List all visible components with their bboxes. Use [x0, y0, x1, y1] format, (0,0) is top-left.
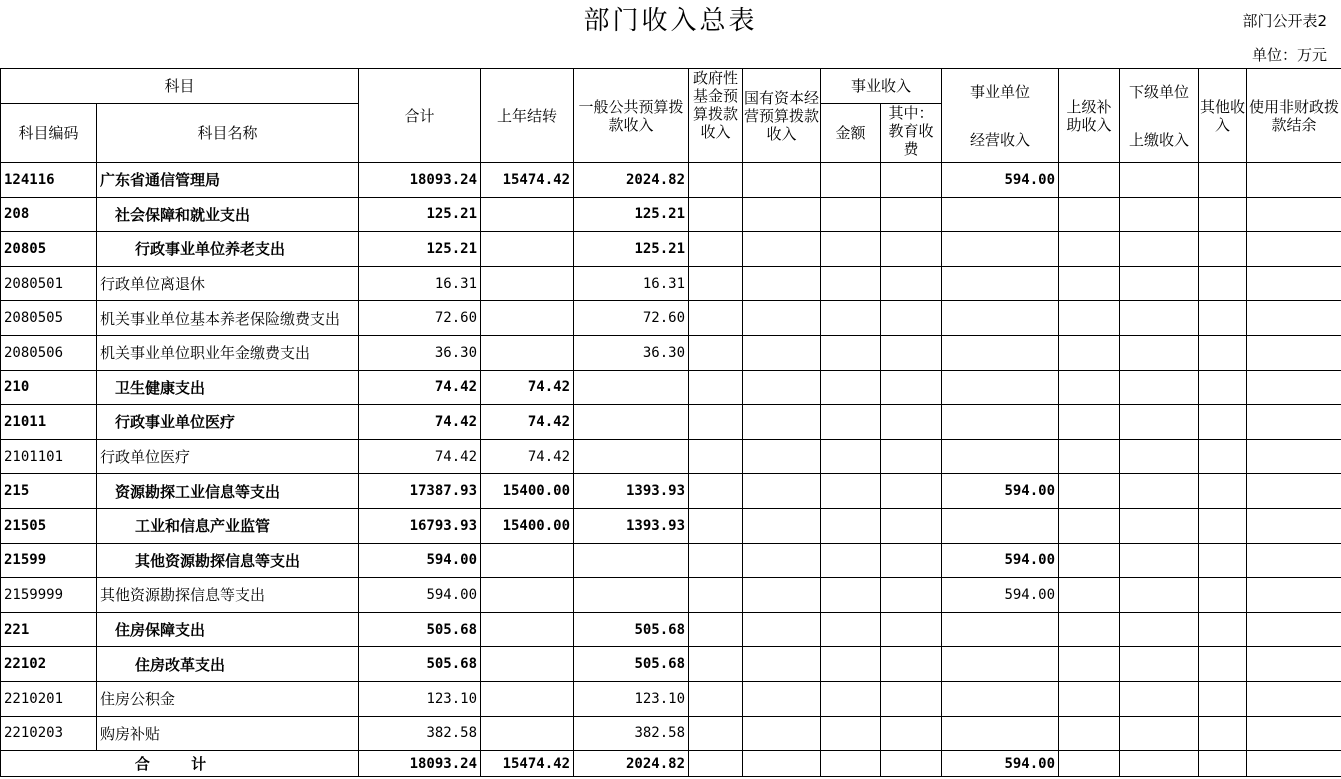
general-budget-value: 16.31 — [574, 266, 689, 301]
subject-code: 2210203 — [1, 716, 97, 751]
state-capital-value — [743, 578, 821, 613]
subject-code: 2210201 — [1, 681, 97, 716]
carry-value: 15400.00 — [481, 508, 574, 543]
lower-income-value — [1120, 681, 1199, 716]
nonfinancial-balance-value — [1247, 508, 1341, 543]
career-amount-value — [821, 474, 881, 509]
nonfinancial-balance-value — [1247, 578, 1341, 613]
lower-income-value — [1120, 439, 1199, 474]
upper-subsidy-value — [1059, 681, 1120, 716]
general-budget-value: 1393.93 — [574, 474, 689, 509]
total-value: 382.58 — [359, 716, 481, 751]
subject-name: 住房公积金 — [97, 681, 359, 716]
table-row — [1, 612, 1341, 647]
education-fee-value — [881, 681, 942, 716]
carry-value: 74.42 — [481, 405, 574, 440]
business-income-value — [942, 508, 1059, 543]
total-value: 74.42 — [359, 405, 481, 440]
education-fee-value — [881, 335, 942, 370]
table-row — [1, 681, 1341, 716]
other-income-value — [1199, 647, 1247, 682]
header-lower-top: 下级单位 — [1129, 82, 1190, 101]
nonfinancial-balance-value — [1247, 612, 1341, 647]
career-amount-value — [821, 681, 881, 716]
fund-budget-value — [689, 508, 743, 543]
carry-value — [481, 335, 574, 370]
grand-lower-value — [1120, 751, 1199, 777]
nonfinancial-balance-value — [1247, 716, 1341, 751]
header-business-bottom: 经营收入 — [970, 130, 1031, 149]
subject-name: 机关事业单位基本养老保险缴费支出 — [97, 301, 359, 336]
grand-carry-value: 15474.42 — [481, 751, 574, 777]
subject-code: 2080505 — [1, 301, 97, 336]
grand-other-value — [1199, 751, 1247, 777]
total-value: 505.68 — [359, 612, 481, 647]
career-amount-value — [821, 301, 881, 336]
upper-subsidy-value — [1059, 370, 1120, 405]
business-income-value: 594.00 — [942, 474, 1059, 509]
subject-name: 行政单位医疗 — [97, 439, 359, 474]
business-income-value — [942, 232, 1059, 267]
subject-code: 2080506 — [1, 335, 97, 370]
education-fee-value — [881, 716, 942, 751]
carry-value: 74.42 — [481, 439, 574, 474]
upper-subsidy-value — [1059, 474, 1120, 509]
lower-income-value — [1120, 716, 1199, 751]
state-capital-value — [743, 405, 821, 440]
business-income-value — [942, 370, 1059, 405]
table-row — [1, 232, 1341, 267]
career-amount-value — [821, 163, 881, 198]
other-income-value — [1199, 266, 1247, 301]
other-income-value — [1199, 163, 1247, 198]
fund-budget-value — [689, 266, 743, 301]
lower-income-value — [1120, 508, 1199, 543]
subject-name: 卫生健康支出 — [97, 370, 359, 405]
total-value: 72.60 — [359, 301, 481, 336]
grand-general-value: 2024.82 — [574, 751, 689, 777]
state-capital-value — [743, 647, 821, 682]
fund-budget-value — [689, 612, 743, 647]
table-row — [1, 301, 1341, 336]
header-carry: 上年结转 — [481, 69, 574, 163]
general-budget-value: 505.68 — [574, 647, 689, 682]
general-budget-value: 125.21 — [574, 197, 689, 232]
carry-value: 15474.42 — [481, 163, 574, 198]
general-budget-value — [574, 543, 689, 578]
carry-value — [481, 612, 574, 647]
nonfinancial-balance-value — [1247, 681, 1341, 716]
fund-budget-value — [689, 197, 743, 232]
total-row — [1, 751, 1341, 777]
subject-code: 2080501 — [1, 266, 97, 301]
state-capital-value — [743, 232, 821, 267]
state-capital-value — [743, 612, 821, 647]
nonfinancial-balance-value — [1247, 647, 1341, 682]
state-capital-value — [743, 163, 821, 198]
carry-value — [481, 197, 574, 232]
other-income-value — [1199, 335, 1247, 370]
carry-value — [481, 301, 574, 336]
state-capital-value — [743, 543, 821, 578]
lower-income-value — [1120, 474, 1199, 509]
total-label: 合 计 — [1, 751, 359, 777]
total-value: 505.68 — [359, 647, 481, 682]
education-fee-value — [881, 232, 942, 267]
grand-total-value: 18093.24 — [359, 751, 481, 777]
education-fee-value — [881, 578, 942, 613]
other-income-value — [1199, 543, 1247, 578]
total-value: 16793.93 — [359, 508, 481, 543]
other-income-value — [1199, 197, 1247, 232]
subject-name: 行政事业单位养老支出 — [97, 232, 359, 267]
subject-name: 资源勘探工业信息等支出 — [97, 474, 359, 509]
table-row — [1, 266, 1341, 301]
state-capital-value — [743, 335, 821, 370]
upper-subsidy-value — [1059, 578, 1120, 613]
fund-budget-value — [689, 543, 743, 578]
grand-upper-value — [1059, 751, 1120, 777]
education-fee-value — [881, 508, 942, 543]
header-general-budget: 一般公共预算拨款收入 — [574, 69, 689, 163]
lower-income-value — [1120, 543, 1199, 578]
table-row — [1, 405, 1341, 440]
state-capital-value — [743, 370, 821, 405]
education-fee-value — [881, 266, 942, 301]
nonfinancial-balance-value — [1247, 370, 1341, 405]
education-fee-value — [881, 543, 942, 578]
upper-subsidy-value — [1059, 405, 1120, 440]
total-value: 17387.93 — [359, 474, 481, 509]
upper-subsidy-value — [1059, 266, 1120, 301]
subject-code: 21011 — [1, 405, 97, 440]
career-amount-value — [821, 647, 881, 682]
header-total: 合计 — [359, 69, 481, 163]
education-fee-value — [881, 474, 942, 509]
subject-code: 210 — [1, 370, 97, 405]
subject-name: 其他资源勘探信息等支出 — [97, 578, 359, 613]
header-career-income: 事业收入 — [821, 69, 942, 104]
lower-income-value — [1120, 232, 1199, 267]
education-fee-value — [881, 647, 942, 682]
fund-budget-value — [689, 301, 743, 336]
subject-code: 208 — [1, 197, 97, 232]
other-income-value — [1199, 439, 1247, 474]
education-fee-value — [881, 301, 942, 336]
header-business-income — [942, 69, 1059, 163]
upper-subsidy-value — [1059, 716, 1120, 751]
header-business-top: 事业单位 — [970, 82, 1031, 101]
career-amount-value — [821, 716, 881, 751]
nonfinancial-balance-value — [1247, 301, 1341, 336]
lower-income-value — [1120, 266, 1199, 301]
career-amount-value — [821, 578, 881, 613]
state-capital-value — [743, 508, 821, 543]
subject-code: 21505 — [1, 508, 97, 543]
upper-subsidy-value — [1059, 508, 1120, 543]
table-row — [1, 370, 1341, 405]
subject-name: 住房改革支出 — [97, 647, 359, 682]
education-fee-value — [881, 197, 942, 232]
general-budget-value: 2024.82 — [574, 163, 689, 198]
nonfinancial-balance-value — [1247, 335, 1341, 370]
header-upper-subsidy: 上级补助收入 — [1059, 69, 1120, 163]
general-budget-value — [574, 370, 689, 405]
header-lower-bottom: 上缴收入 — [1129, 130, 1190, 149]
nonfinancial-balance-value — [1247, 232, 1341, 267]
general-budget-value: 505.68 — [574, 612, 689, 647]
grand-business-value: 594.00 — [942, 751, 1059, 777]
carry-value: 74.42 — [481, 370, 574, 405]
fund-budget-value — [689, 716, 743, 751]
subject-code: 20805 — [1, 232, 97, 267]
general-budget-value — [574, 405, 689, 440]
total-value: 125.21 — [359, 232, 481, 267]
lower-income-value — [1120, 647, 1199, 682]
carry-value: 15400.00 — [481, 474, 574, 509]
state-capital-value — [743, 266, 821, 301]
upper-subsidy-value — [1059, 197, 1120, 232]
general-budget-value: 72.60 — [574, 301, 689, 336]
career-amount-value — [821, 612, 881, 647]
fund-budget-value — [689, 405, 743, 440]
total-value: 18093.24 — [359, 163, 481, 198]
other-income-value — [1199, 301, 1247, 336]
nonfinancial-balance-value — [1247, 163, 1341, 198]
subject-name: 社会保障和就业支出 — [97, 197, 359, 232]
carry-value — [481, 266, 574, 301]
subject-code: 22102 — [1, 647, 97, 682]
career-amount-value — [821, 370, 881, 405]
other-income-value — [1199, 578, 1247, 613]
total-value: 74.42 — [359, 370, 481, 405]
fund-budget-value — [689, 439, 743, 474]
lower-income-value — [1120, 197, 1199, 232]
table-row — [1, 543, 1341, 578]
state-capital-value — [743, 716, 821, 751]
header-other-income: 其他收入 — [1199, 69, 1247, 163]
table-row — [1, 197, 1341, 232]
upper-subsidy-value — [1059, 543, 1120, 578]
carry-value — [481, 543, 574, 578]
form-number: 部门公开表2 — [1242, 12, 1327, 30]
unit-label: 单位：万元 — [1251, 46, 1327, 64]
business-income-value — [942, 716, 1059, 751]
grand-nonfin-value — [1247, 751, 1341, 777]
nonfinancial-balance-value — [1247, 197, 1341, 232]
subject-name: 住房保障支出 — [97, 612, 359, 647]
business-income-value — [942, 301, 1059, 336]
header-nonfinancial-balance: 使用非财政拨款结余 — [1247, 69, 1341, 163]
total-value: 74.42 — [359, 439, 481, 474]
carry-value — [481, 578, 574, 613]
upper-subsidy-value — [1059, 163, 1120, 198]
page-title: 部门收入总表 — [583, 6, 758, 36]
subject-name: 机关事业单位职业年金缴费支出 — [97, 335, 359, 370]
state-capital-value — [743, 439, 821, 474]
lower-income-value — [1120, 301, 1199, 336]
table-row — [1, 508, 1341, 543]
lower-income-value — [1120, 335, 1199, 370]
upper-subsidy-value — [1059, 439, 1120, 474]
lower-income-value — [1120, 578, 1199, 613]
grand-edu-value — [881, 751, 942, 777]
fund-budget-value — [689, 232, 743, 267]
total-value: 594.00 — [359, 578, 481, 613]
other-income-value — [1199, 612, 1247, 647]
carry-value — [481, 647, 574, 682]
general-budget-value: 125.21 — [574, 232, 689, 267]
business-income-value — [942, 612, 1059, 647]
career-amount-value — [821, 543, 881, 578]
nonfinancial-balance-value — [1247, 474, 1341, 509]
general-budget-value: 123.10 — [574, 681, 689, 716]
upper-subsidy-value — [1059, 335, 1120, 370]
education-fee-value — [881, 405, 942, 440]
lower-income-value — [1120, 405, 1199, 440]
other-income-value — [1199, 232, 1247, 267]
grand-fund-value — [689, 751, 743, 777]
total-value: 36.30 — [359, 335, 481, 370]
lower-income-value — [1120, 163, 1199, 198]
lower-income-value — [1120, 370, 1199, 405]
education-fee-value — [881, 370, 942, 405]
total-value: 16.31 — [359, 266, 481, 301]
nonfinancial-balance-value — [1247, 266, 1341, 301]
subject-code: 2159999 — [1, 578, 97, 613]
header-amount: 金额 — [821, 104, 881, 163]
total-value: 123.10 — [359, 681, 481, 716]
business-income-value — [942, 197, 1059, 232]
career-amount-value — [821, 266, 881, 301]
other-income-value — [1199, 474, 1247, 509]
table-row — [1, 474, 1341, 509]
business-income-value — [942, 681, 1059, 716]
other-income-value — [1199, 681, 1247, 716]
business-income-value: 594.00 — [942, 543, 1059, 578]
fund-budget-value — [689, 647, 743, 682]
income-summary-table — [0, 68, 1341, 777]
subject-name: 行政单位离退休 — [97, 266, 359, 301]
subject-code: 221 — [1, 612, 97, 647]
subject-name: 购房补贴 — [97, 716, 359, 751]
subject-code: 2101101 — [1, 439, 97, 474]
upper-subsidy-value — [1059, 647, 1120, 682]
table-row — [1, 335, 1341, 370]
business-income-value: 594.00 — [942, 163, 1059, 198]
subject-name: 广东省通信管理局 — [97, 163, 359, 198]
carry-value — [481, 716, 574, 751]
general-budget-value: 1393.93 — [574, 508, 689, 543]
business-income-value — [942, 439, 1059, 474]
career-amount-value — [821, 439, 881, 474]
other-income-value — [1199, 508, 1247, 543]
general-budget-value — [574, 439, 689, 474]
table-row — [1, 578, 1341, 613]
general-budget-value — [574, 578, 689, 613]
upper-subsidy-value — [1059, 232, 1120, 267]
career-amount-value — [821, 508, 881, 543]
state-capital-value — [743, 474, 821, 509]
upper-subsidy-value — [1059, 612, 1120, 647]
header-subject: 科目 — [1, 69, 359, 104]
career-amount-value — [821, 197, 881, 232]
lower-income-value — [1120, 612, 1199, 647]
total-value: 125.21 — [359, 197, 481, 232]
header-code: 科目编码 — [1, 104, 97, 163]
table-row — [1, 716, 1341, 751]
other-income-value — [1199, 716, 1247, 751]
education-fee-value — [881, 612, 942, 647]
education-fee-value — [881, 163, 942, 198]
total-value: 594.00 — [359, 543, 481, 578]
subject-name: 工业和信息产业监管 — [97, 508, 359, 543]
career-amount-value — [821, 405, 881, 440]
nonfinancial-balance-value — [1247, 543, 1341, 578]
business-income-value — [942, 266, 1059, 301]
career-amount-value — [821, 335, 881, 370]
table-row — [1, 163, 1341, 198]
business-income-value: 594.00 — [942, 578, 1059, 613]
state-capital-value — [743, 681, 821, 716]
grand-state-value — [743, 751, 821, 777]
other-income-value — [1199, 405, 1247, 440]
general-budget-value: 382.58 — [574, 716, 689, 751]
grand-amount-value — [821, 751, 881, 777]
nonfinancial-balance-value — [1247, 439, 1341, 474]
subject-code: 124116 — [1, 163, 97, 198]
fund-budget-value — [689, 474, 743, 509]
other-income-value — [1199, 370, 1247, 405]
business-income-value — [942, 335, 1059, 370]
education-fee-value — [881, 439, 942, 474]
header-education-fee: 其中：教育收费 — [881, 104, 942, 163]
carry-value — [481, 232, 574, 267]
state-capital-value — [743, 197, 821, 232]
table-row — [1, 647, 1341, 682]
table-row — [1, 439, 1341, 474]
subject-code: 215 — [1, 474, 97, 509]
subject-name: 行政事业单位医疗 — [97, 405, 359, 440]
fund-budget-value — [689, 335, 743, 370]
header-lower-income — [1120, 69, 1199, 163]
fund-budget-value — [689, 370, 743, 405]
fund-budget-value — [689, 681, 743, 716]
header-name: 科目名称 — [97, 104, 359, 163]
upper-subsidy-value — [1059, 301, 1120, 336]
general-budget-value: 36.30 — [574, 335, 689, 370]
subject-name: 其他资源勘探信息等支出 — [97, 543, 359, 578]
header-fund-budget: 政府性基金预算拨款收入 — [689, 69, 743, 163]
state-capital-value — [743, 301, 821, 336]
business-income-value — [942, 647, 1059, 682]
subject-code: 21599 — [1, 543, 97, 578]
fund-budget-value — [689, 163, 743, 198]
header-state-capital: 国有资本经营预算拨款收入 — [743, 69, 821, 163]
carry-value — [481, 681, 574, 716]
career-amount-value — [821, 232, 881, 267]
business-income-value — [942, 405, 1059, 440]
fund-budget-value — [689, 578, 743, 613]
nonfinancial-balance-value — [1247, 405, 1341, 440]
